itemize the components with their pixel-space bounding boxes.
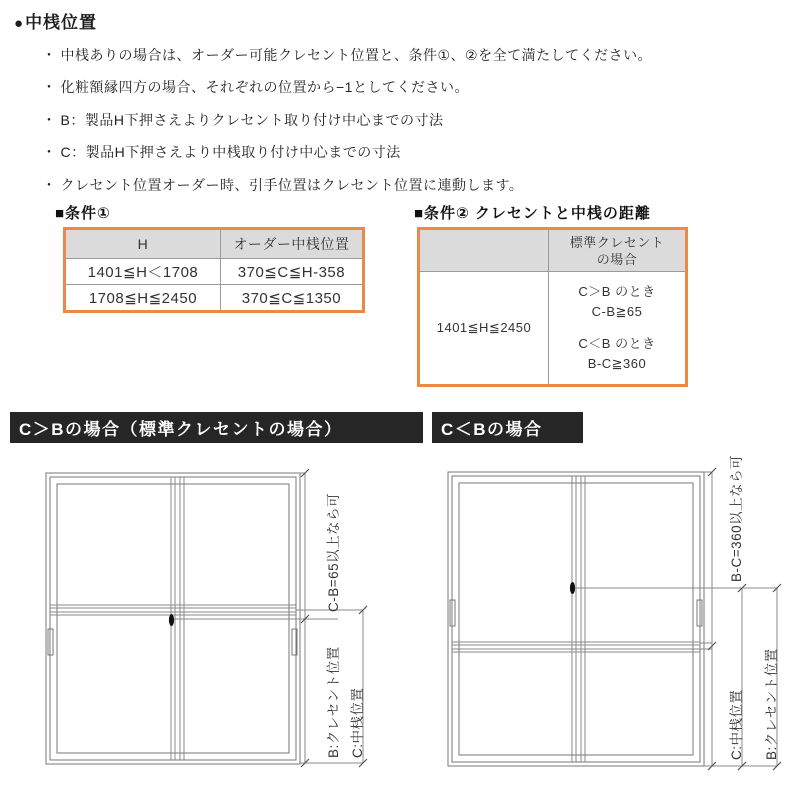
table2-header-line2: の場合 [596, 251, 638, 267]
dim-label-gap: B-C=360以上なら可 [729, 454, 744, 582]
note-line [42, 136, 782, 168]
table2-cell-conditions [548, 271, 685, 384]
window-diagram-c-less-b [448, 455, 781, 770]
bullet-icon: ・ [42, 79, 57, 96]
note-line [42, 39, 782, 71]
condition1-table [63, 227, 365, 313]
condition2-table [417, 227, 688, 387]
table2-header-empty [420, 230, 548, 271]
dim-label-gap: C-B=65以上なら可 [326, 492, 341, 612]
page-title-text: 中桟位置 [25, 13, 98, 32]
case-banner-c-greater-b: C＞Bの場合（標準クレセントの場合） [10, 412, 423, 443]
bullet-icon: ・ [42, 111, 57, 128]
condition-line: C-B≧65 [591, 304, 643, 319]
window-diagrams-canvas [0, 450, 800, 800]
condition2-heading: ■条件② クレセントと中桟の距離 [414, 205, 651, 222]
case-banner-c-less-b: C＜Bの場合 [432, 412, 583, 443]
table2-cell-h-range: 1401≦H≦2450 [420, 271, 548, 384]
page-title [14, 8, 97, 33]
note-text: 中桟ありの場合は、オーダー可能クレセント位置と、条件①、②を全て満たしてください。 [60, 47, 653, 63]
condition-line: C＜B のとき [578, 336, 656, 351]
condition-line: C＞B のとき [578, 284, 656, 299]
condition-group [578, 282, 655, 322]
bullet-dot-icon: ● [14, 15, 25, 32]
table1-header-h: H [66, 230, 220, 258]
condition1-heading: ■条件① [55, 205, 111, 222]
table1-cell: 370≦C≦1350 [220, 284, 362, 310]
bullet-icon: ・ [42, 144, 57, 161]
note-text: 化粧額縁四方の場合、それぞれの位置から−1としてください。 [60, 79, 469, 96]
dim-label-rail-position: C:中桟位置 [350, 687, 365, 758]
condition-group [578, 334, 655, 374]
note-text: C：製品H下押さえより中桟取り付け中心までの寸法 [60, 144, 401, 161]
crescent-lock [570, 582, 575, 594]
crescent-lock [169, 614, 174, 626]
table1-cell: 370≦C≦H-358 [220, 258, 362, 284]
table1-cell: 1401≦H＜1708 [66, 258, 220, 284]
dim-label-rail-position: C:中桟位置 [729, 689, 744, 760]
table2-header-line1: 標準クレセント [569, 234, 665, 250]
note-line [42, 169, 782, 201]
bullet-icon: ・ [42, 176, 57, 193]
bullet-icon: ・ [42, 47, 57, 63]
table1-cell: 1708≦H≦2450 [66, 284, 220, 310]
note-text: クレセント位置オーダー時、引手位置はクレセント位置に連動します。 [60, 176, 524, 193]
note-line [42, 104, 782, 136]
dimension-lines [575, 468, 781, 770]
table2-header-standard-crescent [548, 230, 685, 271]
middle-rail [50, 605, 296, 615]
table1-header-order: オーダー中桟位置 [220, 230, 362, 258]
note-line [42, 71, 782, 103]
dim-label-crescent-position: B:クレセント位置 [326, 646, 341, 758]
condition-line: B-C≧360 [587, 356, 647, 371]
window-diagram-c-greater-b [46, 469, 367, 767]
notes-list [42, 39, 782, 201]
note-text: B：製品H下押さえよりクレセント取り付け中心までの寸法 [60, 111, 444, 128]
dim-label-crescent-position: B:クレセント位置 [764, 648, 779, 760]
